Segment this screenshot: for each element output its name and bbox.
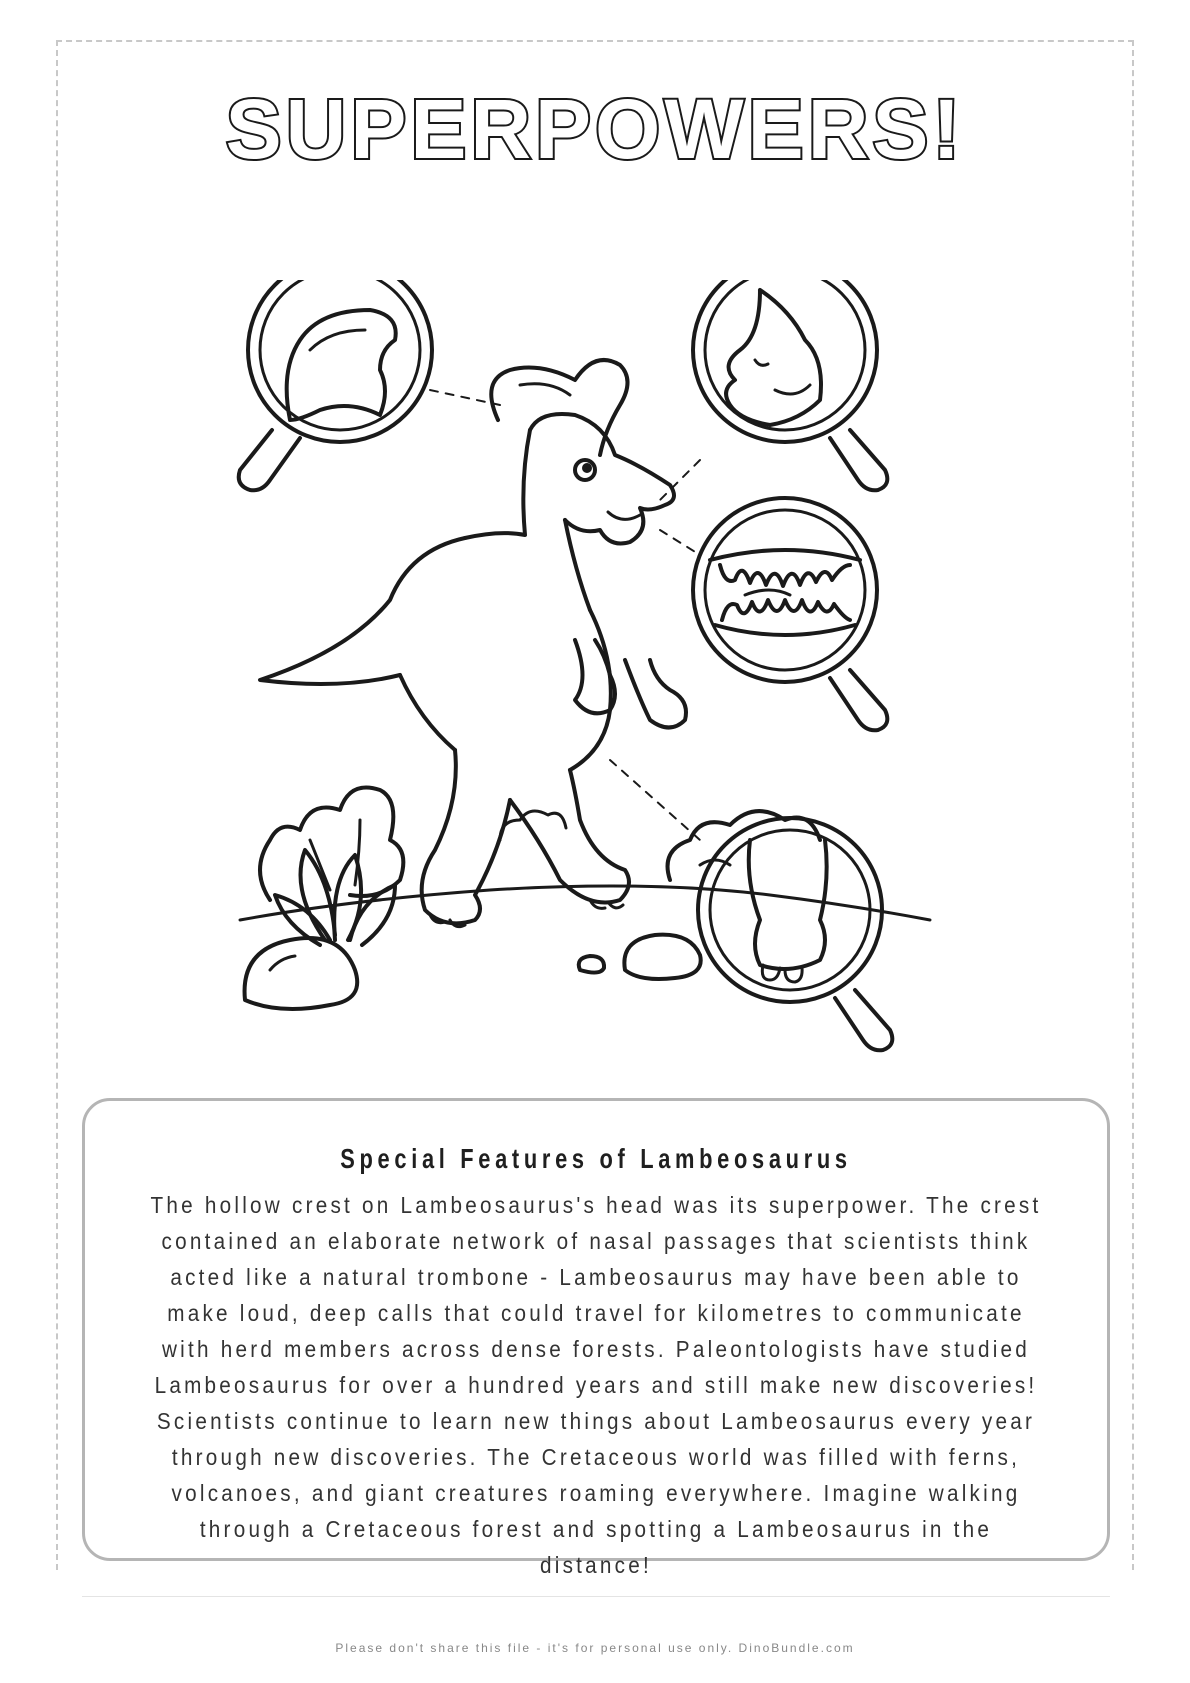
lambeosaurus-illustration bbox=[230, 280, 960, 1080]
rock-right-icon bbox=[624, 935, 700, 979]
footer-divider bbox=[82, 1596, 1110, 1597]
magnifier-crest-icon bbox=[239, 280, 432, 490]
page-title bbox=[0, 78, 1190, 188]
info-box bbox=[82, 1098, 1110, 1578]
footer-notice: Please don't share this file - it's for personal use only. DinoBundle.com bbox=[335, 1641, 855, 1655]
rock-left-icon bbox=[245, 938, 358, 1009]
info-body: The hollow crest on Lambeosaurus's head was its superpower. The crest contained an elaborate network of nasal passages that scientists think acted like a natural trombone - Lambeosaurus may have been able to make loud, deep calls that could travel for kilometres to communicate with herd members across dense forests. Paleontologists have studied Lambeosaurus for over a hundred years and still make new discoveries! Scientists continue to learn new things about Lambeosaurus every year through new discoveries. The Cretaceous world was filled with ferns, volcanoes, and giant creatures roaming everywhere. Imagine walking through a Cretaceous forest and spotting a Lambeosaurus in the distance! bbox=[150, 1192, 1042, 1578]
page-title-text: SUPERPOWERS! bbox=[225, 82, 965, 176]
magnifier-foot-icon bbox=[698, 818, 892, 1050]
dinosaur-icon bbox=[260, 360, 686, 927]
magnifier-beak-icon bbox=[693, 280, 887, 490]
leaf-plant-icon bbox=[275, 850, 395, 945]
bush-left-icon bbox=[260, 788, 403, 901]
magnifier-teeth-icon bbox=[693, 498, 887, 730]
info-title: Special Features of Lambeosaurus bbox=[340, 1143, 852, 1174]
